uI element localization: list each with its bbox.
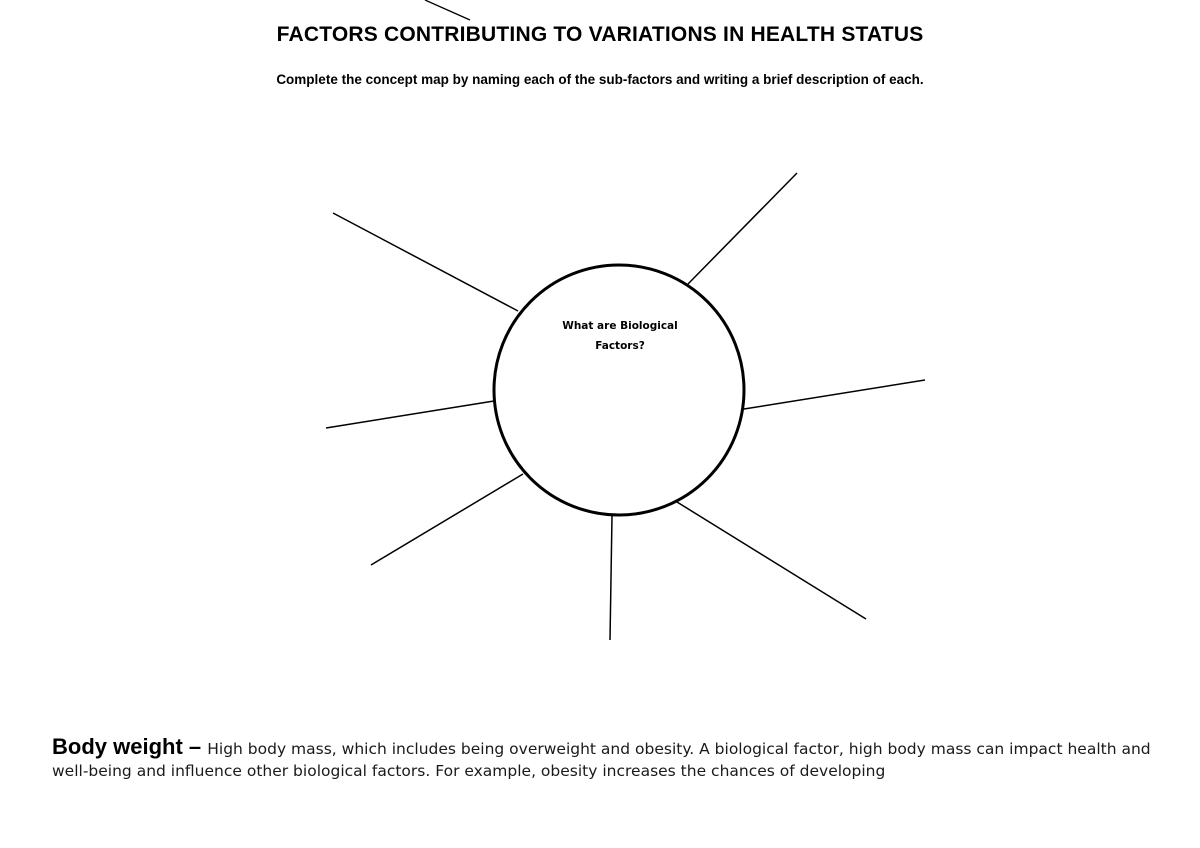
page-title: FACTORS CONTRIBUTING TO VARIATIONS IN HEALTH STATUS: [276, 23, 924, 46]
branch-line-upper-left: [333, 213, 518, 311]
branch-line-bottom: [610, 516, 612, 640]
center-question: [540, 316, 700, 356]
instructions-text: Complete the concept map by naming each of the sub-factors and writing a brief description of each.: [276, 72, 924, 87]
center-question-line-2: Factors?: [595, 340, 645, 352]
branch-line-left: [326, 401, 494, 428]
branch-line-lower-left: [371, 474, 523, 565]
definition-text: High body mass, which includes being overweight and obesity. A biological factor, high body mass can impact health and well-being and influence other biological factors. For example, obesity increases the chances of developing: [52, 740, 1151, 780]
center-circle: [494, 265, 744, 515]
definition-term: Body weight: [52, 734, 183, 759]
branch-line-upper-right: [688, 173, 797, 284]
branch-line-right: [744, 380, 925, 409]
body-weight-definition: [52, 736, 1162, 782]
branch-line-lower-right: [677, 502, 866, 619]
center-question-line-1: What are Biological: [562, 320, 678, 332]
stray-line: [425, 0, 470, 20]
definition-separator: –: [182, 734, 208, 759]
